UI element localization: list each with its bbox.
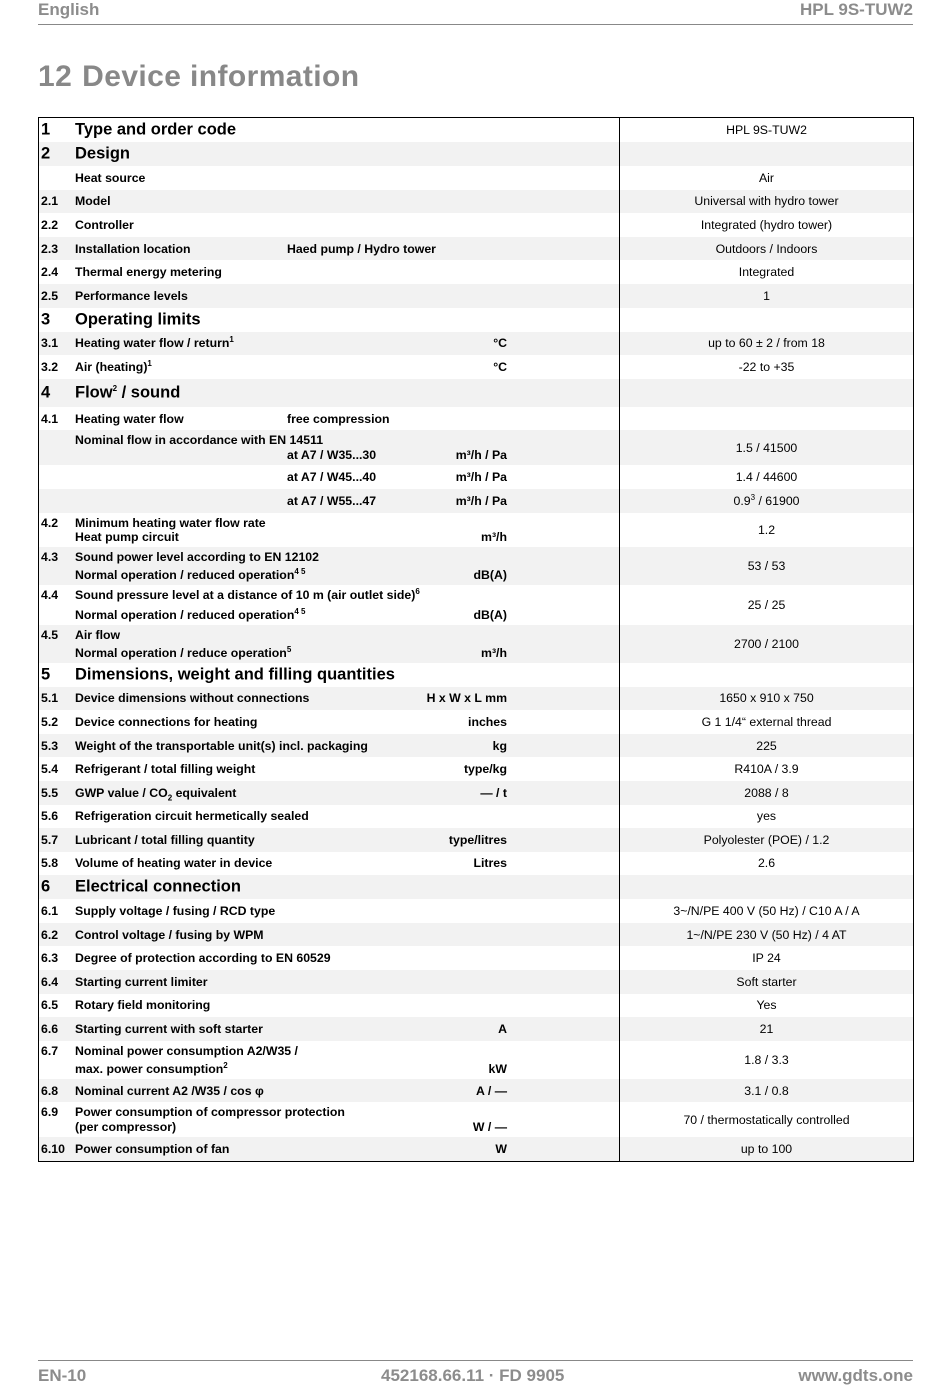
page-header	[38, 0, 913, 25]
row-value-text: 1.4 / 44600	[735, 470, 798, 485]
row-label	[75, 412, 184, 426]
row-number: 4.1	[41, 411, 59, 426]
row-unit: m³/h / Pa	[455, 470, 507, 485]
footer-document-id: 452168.66.11 · FD 9905	[381, 1366, 565, 1385]
table-row	[39, 710, 913, 734]
row-label-text: Power consumption of compressor protection	[75, 1105, 345, 1120]
row-number: 5.7	[41, 832, 59, 847]
row-label-text: Volume of heating water in device	[75, 856, 273, 871]
device-info-table	[38, 117, 914, 1162]
row-value	[620, 289, 913, 303]
column-divider	[619, 142, 620, 166]
row-unit: Litres	[473, 856, 507, 871]
row-label-text: Nominal flow in accordance with EN 14511	[75, 433, 324, 448]
row-value-text: 3.1 / 0.8	[744, 1083, 789, 1098]
row-label-secondary	[75, 646, 291, 660]
table-row	[39, 1079, 913, 1103]
row-label	[75, 691, 309, 705]
row-label	[75, 550, 319, 564]
row-value-text: -22 to +35	[738, 359, 795, 374]
row-unit: H x W x L mm	[426, 691, 507, 706]
table-row	[39, 781, 913, 805]
row-number: 5.2	[41, 714, 59, 729]
row-label	[75, 310, 201, 329]
row-label-secondary	[75, 608, 305, 622]
row-unit: A / —	[476, 1083, 507, 1098]
row-value-text: Universal with hydro tower	[694, 194, 839, 209]
section-row	[39, 379, 913, 407]
row-label-text: Model	[75, 194, 111, 209]
table-row	[39, 1137, 913, 1161]
row-value-text: 1.8 / 3.3	[744, 1052, 789, 1067]
row-value-text: Yes	[756, 998, 777, 1013]
row-value	[620, 715, 913, 729]
row-number: 6.8	[41, 1083, 59, 1098]
row-label-text: Controller	[75, 217, 134, 232]
row-value-text: 1	[763, 288, 770, 303]
row-label-text: GWP value / CO	[75, 785, 168, 800]
subscript: 2	[167, 793, 173, 803]
footnote-marker: 5	[286, 644, 292, 654]
row-label-text: Electrical connection	[75, 877, 241, 896]
row-number: 6.7	[41, 1043, 59, 1058]
table-row	[39, 899, 913, 923]
row-value-text: 2088 / 8	[744, 785, 789, 800]
section-row	[39, 118, 913, 142]
row-value	[620, 194, 913, 208]
row-label	[75, 1142, 229, 1156]
row-unit: W	[495, 1142, 507, 1157]
row-label-text: Performance levels	[75, 288, 188, 303]
row-value	[620, 691, 913, 705]
row-label	[75, 360, 152, 374]
row-label-text: Rotary field monitoring	[75, 998, 211, 1013]
row-value	[620, 1142, 913, 1156]
footnote-marker: 4 5	[294, 566, 306, 576]
page-title	[38, 60, 359, 94]
row-label-secondary-text: max. power consumption	[75, 1061, 224, 1076]
footnote-marker: 2	[112, 383, 118, 393]
row-value	[620, 637, 913, 651]
row-label	[75, 878, 241, 897]
row-label	[75, 856, 272, 870]
row-label-text: Starting current limiter	[75, 974, 208, 989]
row-value	[620, 739, 913, 753]
table-row	[39, 166, 913, 190]
row-number: 2	[41, 144, 51, 163]
footer-url: www.gdts.one	[798, 1366, 913, 1385]
footnote-marker: 4 5	[294, 606, 306, 616]
row-value	[620, 559, 913, 573]
row-label-text: Starting current with soft starter	[75, 1022, 263, 1037]
row-label-text: Air flow	[75, 627, 121, 642]
row-label-text: Dimensions, weight and filling quantities	[75, 665, 395, 684]
row-label-text: Air (heating)	[75, 359, 148, 374]
row-value	[620, 523, 913, 537]
row-label-text: Heat source	[75, 170, 146, 185]
row-label	[75, 628, 120, 642]
row-value-text: IP 24	[752, 951, 781, 966]
section-row	[39, 663, 913, 687]
row-value	[620, 786, 913, 800]
row-unit: °C	[493, 359, 507, 374]
column-divider	[619, 308, 620, 332]
row-value	[620, 1084, 913, 1098]
row-number: 3.2	[41, 359, 59, 374]
row-label-secondary-text: (per compressor)	[75, 1120, 177, 1135]
table-row	[39, 237, 913, 261]
row-label-text: Device connections for heating	[75, 714, 258, 729]
row-unit: m³/h	[481, 529, 507, 544]
row-label	[75, 739, 368, 753]
row-label-text: Supply voltage / fusing / RCD type	[75, 904, 276, 919]
row-condition: Haed pump / Hydro tower	[287, 241, 436, 256]
row-value	[620, 904, 913, 918]
row-value	[620, 171, 913, 185]
row-label	[75, 951, 331, 965]
row-label	[75, 785, 237, 803]
row-label-text: Heating water flow	[75, 411, 184, 426]
table-row	[39, 946, 913, 970]
table-row	[39, 355, 913, 379]
row-number: 5.4	[41, 762, 59, 777]
row-label	[75, 975, 208, 989]
row-value-text: 21	[759, 1022, 774, 1037]
row-label-text: Heating water flow / return	[75, 336, 230, 351]
footer-page-number: EN-10	[38, 1366, 87, 1385]
row-label	[75, 1105, 345, 1119]
row-number: 2.1	[41, 194, 59, 209]
row-value	[620, 856, 913, 870]
row-label-secondary-text: Normal operation / reduced operation	[75, 567, 295, 582]
row-label-text: Nominal current A2 /W35 / cos φ	[75, 1083, 264, 1098]
row-number: 6.3	[41, 951, 59, 966]
row-label-text: Type and order code	[75, 120, 237, 139]
table-row	[39, 1102, 913, 1137]
row-number: 2.3	[41, 241, 59, 256]
row-value-text: 3~/N/PE 400 V (50 Hz) / C10 A / A	[673, 904, 860, 919]
row-value	[620, 928, 913, 942]
row-number: 6	[41, 877, 51, 896]
table-row	[39, 284, 913, 308]
table-row	[39, 1017, 913, 1041]
row-number: 4.4	[41, 587, 59, 602]
row-label-text: Minimum heating water flow rate	[75, 515, 266, 530]
row-value	[620, 809, 913, 823]
row-value-text: 1.5 / 41500	[735, 440, 798, 455]
row-label-secondary-text: Heat pump circuit	[75, 529, 179, 544]
row-value-text: yes	[756, 809, 777, 824]
row-label	[75, 218, 134, 232]
row-value-text: 0.9	[733, 493, 751, 508]
table-row	[39, 547, 913, 585]
row-value-text: G 1 1/4“ external thread	[701, 714, 832, 729]
table-row	[39, 190, 913, 214]
row-value-text: 1~/N/PE 230 V (50 Hz) / 4 AT	[686, 927, 847, 942]
row-number: 1	[41, 120, 51, 139]
header-language: English	[38, 0, 100, 19]
table-row	[39, 757, 913, 781]
row-label-text: Installation location	[75, 241, 191, 256]
row-number: 2.2	[41, 217, 59, 232]
row-value	[620, 336, 913, 350]
table-row	[39, 585, 913, 625]
row-label-text: Sound power level according to EN 12102	[75, 549, 319, 564]
table-row	[39, 625, 913, 663]
row-value	[620, 441, 913, 455]
footnote-marker: 2	[223, 1060, 228, 1070]
row-value-text: Air	[758, 170, 775, 185]
row-value	[620, 242, 913, 256]
table-row	[39, 1041, 913, 1079]
row-value-text: 1.2	[757, 522, 776, 537]
row-number: 3	[41, 310, 51, 329]
row-value	[620, 1022, 913, 1036]
row-unit: A	[498, 1022, 507, 1037]
row-unit: m³/h	[481, 645, 507, 660]
row-label-text: Operating limits	[75, 310, 201, 329]
row-value-text: up to 100	[740, 1142, 793, 1157]
row-value-text: 53 / 53	[747, 558, 786, 573]
row-unit: °C	[493, 336, 507, 351]
table-row	[39, 513, 913, 547]
row-label	[75, 171, 145, 185]
row-value-text: HPL 9S-TUW2	[726, 123, 807, 137]
row-value	[620, 123, 913, 137]
row-unit: — / t	[480, 785, 507, 800]
footnote-marker: 6	[415, 586, 420, 596]
row-number: 6.5	[41, 998, 59, 1013]
table-row	[39, 430, 913, 465]
row-label-text: Control voltage / fusing by WPM	[75, 927, 264, 942]
footnote-marker: 3	[750, 492, 756, 502]
row-label	[75, 1022, 263, 1036]
row-value	[620, 975, 913, 989]
row-label	[75, 265, 222, 279]
row-label	[75, 121, 236, 140]
section-row	[39, 875, 913, 899]
row-value	[620, 265, 913, 279]
row-condition: at A7 / W45...40	[287, 470, 377, 485]
row-number: 5.3	[41, 738, 59, 753]
row-value-text: 2.6	[757, 856, 776, 871]
table-row	[39, 805, 913, 829]
table-row	[39, 970, 913, 994]
row-label-secondary-text: Normal operation / reduced operation	[75, 607, 295, 622]
row-value	[620, 598, 913, 612]
row-condition: free compression	[287, 411, 390, 426]
row-number: 4.3	[41, 549, 59, 564]
row-value	[620, 1053, 913, 1067]
row-value-text: Integrated	[738, 265, 795, 280]
row-label	[75, 998, 210, 1012]
row-value-text: 1650 x 910 x 750	[719, 691, 814, 706]
row-label	[75, 383, 180, 402]
row-label-text: Flow	[75, 383, 113, 402]
row-number: 6.6	[41, 1022, 59, 1037]
row-unit: kg	[492, 738, 507, 753]
row-label	[75, 762, 255, 776]
table-row	[39, 852, 913, 876]
page-title-number: 12	[38, 60, 73, 93]
row-value	[620, 762, 913, 776]
row-label-text: Weight of the transportable unit(s) incl. packaging	[75, 738, 368, 753]
row-label	[75, 336, 234, 350]
row-number: 2.4	[41, 265, 59, 280]
section-row	[39, 308, 913, 332]
row-value-text: 70 / thermostatically controlled	[683, 1112, 850, 1127]
row-unit: type/kg	[463, 762, 507, 777]
row-label	[75, 809, 309, 823]
row-value-text: 225	[756, 738, 777, 753]
row-value-text: up to 60 ± 2 / from 18	[708, 336, 825, 351]
row-label-text: Device dimensions without connections	[75, 691, 310, 706]
row-value	[620, 833, 913, 847]
row-label-text: Thermal energy metering	[75, 265, 222, 280]
row-number: 5.8	[41, 856, 59, 871]
row-number: 6.2	[41, 927, 59, 942]
row-label-suffix: equivalent	[172, 785, 237, 800]
table-row	[39, 923, 913, 947]
row-label	[75, 289, 188, 303]
row-condition: at A7 / W35...30	[287, 448, 377, 463]
row-unit: dB(A)	[473, 567, 507, 582]
row-value-text: Polyolester (POE) / 1.2	[703, 832, 830, 847]
row-unit: m³/h / Pa	[455, 493, 507, 508]
row-label-secondary	[75, 1062, 228, 1076]
row-label-secondary	[75, 568, 305, 582]
row-label-secondary-text: Normal operation / reduce operation	[75, 645, 287, 660]
row-value-text: Soft starter	[736, 974, 797, 989]
table-row	[39, 489, 913, 513]
column-divider	[619, 875, 620, 899]
page-title-text: Device information	[82, 60, 360, 93]
table-row	[39, 687, 913, 711]
row-unit: W / —	[472, 1120, 507, 1135]
row-label	[75, 1084, 264, 1098]
footnote-marker: 1	[147, 358, 152, 368]
row-number: 3.1	[41, 336, 59, 351]
row-label	[75, 904, 275, 918]
row-number: 6.1	[41, 904, 59, 919]
row-value	[620, 494, 913, 508]
row-unit: dB(A)	[473, 607, 507, 622]
row-label-text: Design	[75, 144, 131, 163]
table-row	[39, 994, 913, 1018]
footnote-marker: 1	[229, 335, 234, 345]
table-row	[39, 465, 913, 489]
row-label	[75, 145, 130, 164]
row-label	[75, 1044, 298, 1058]
table-row	[39, 213, 913, 237]
row-label	[75, 242, 190, 256]
table-row	[39, 828, 913, 852]
row-label	[75, 194, 111, 208]
table-row	[39, 407, 913, 431]
row-value	[620, 360, 913, 374]
row-value-text: Integrated (hydro tower)	[700, 217, 833, 232]
row-value	[620, 470, 913, 484]
row-label	[75, 665, 395, 684]
row-number: 6.4	[41, 974, 59, 989]
table-row	[39, 734, 913, 758]
row-number: 5	[41, 665, 51, 684]
row-label	[75, 928, 264, 942]
column-divider	[619, 663, 620, 687]
row-label	[75, 715, 257, 729]
table-row	[39, 260, 913, 284]
row-label	[75, 588, 420, 602]
row-value-text: 2700 / 2100	[734, 636, 799, 651]
row-label-secondary	[75, 1120, 176, 1134]
column-divider	[619, 379, 620, 407]
row-value	[620, 1113, 913, 1127]
section-row	[39, 142, 913, 166]
row-label-text: Sound pressure level at a distance of 10 m (air outlet side)	[75, 587, 416, 602]
row-number: 5.1	[41, 691, 59, 706]
page-footer	[38, 1360, 913, 1385]
row-number: 4.5	[41, 627, 59, 642]
row-label-suffix: / sound	[117, 383, 181, 402]
row-unit: kW	[488, 1061, 507, 1076]
row-number: 5.6	[41, 809, 59, 824]
row-value	[620, 998, 913, 1012]
row-unit: type/litres	[448, 832, 507, 847]
row-label-text: Nominal power consumption A2/W35 /	[75, 1043, 298, 1058]
row-label	[75, 516, 266, 530]
row-value-text: 25 / 25	[747, 597, 786, 612]
row-value	[620, 218, 913, 232]
row-label	[75, 833, 255, 847]
row-label	[75, 433, 323, 447]
row-label-secondary	[75, 530, 179, 544]
row-value-suffix: / 61900	[755, 493, 800, 508]
row-unit: inches	[468, 714, 507, 729]
row-value-text: R410A / 3.9	[734, 762, 799, 777]
row-number: 4.2	[41, 515, 59, 530]
column-divider	[619, 407, 620, 431]
row-number: 6.10	[41, 1142, 65, 1157]
table-row	[39, 332, 913, 356]
row-value	[620, 951, 913, 965]
row-unit: m³/h / Pa	[455, 448, 507, 463]
row-number: 2.5	[41, 288, 59, 303]
row-number: 5.5	[41, 785, 59, 800]
row-label-text: Lubricant / total filling quantity	[75, 832, 255, 847]
row-label-text: Power consumption of fan	[75, 1142, 230, 1157]
row-label-text: Refrigerant / total filling weight	[75, 762, 256, 777]
header-model: HPL 9S-TUW2	[799, 0, 913, 19]
row-label-text: Refrigeration circuit hermetically sealed	[75, 809, 309, 824]
row-number: 6.9	[41, 1105, 59, 1120]
row-value-text: Outdoors / Indoors	[715, 241, 818, 256]
row-number: 4	[41, 383, 51, 402]
row-label-text: Degree of protection according to EN 60529	[75, 951, 331, 966]
row-condition: at A7 / W55...47	[287, 493, 377, 508]
